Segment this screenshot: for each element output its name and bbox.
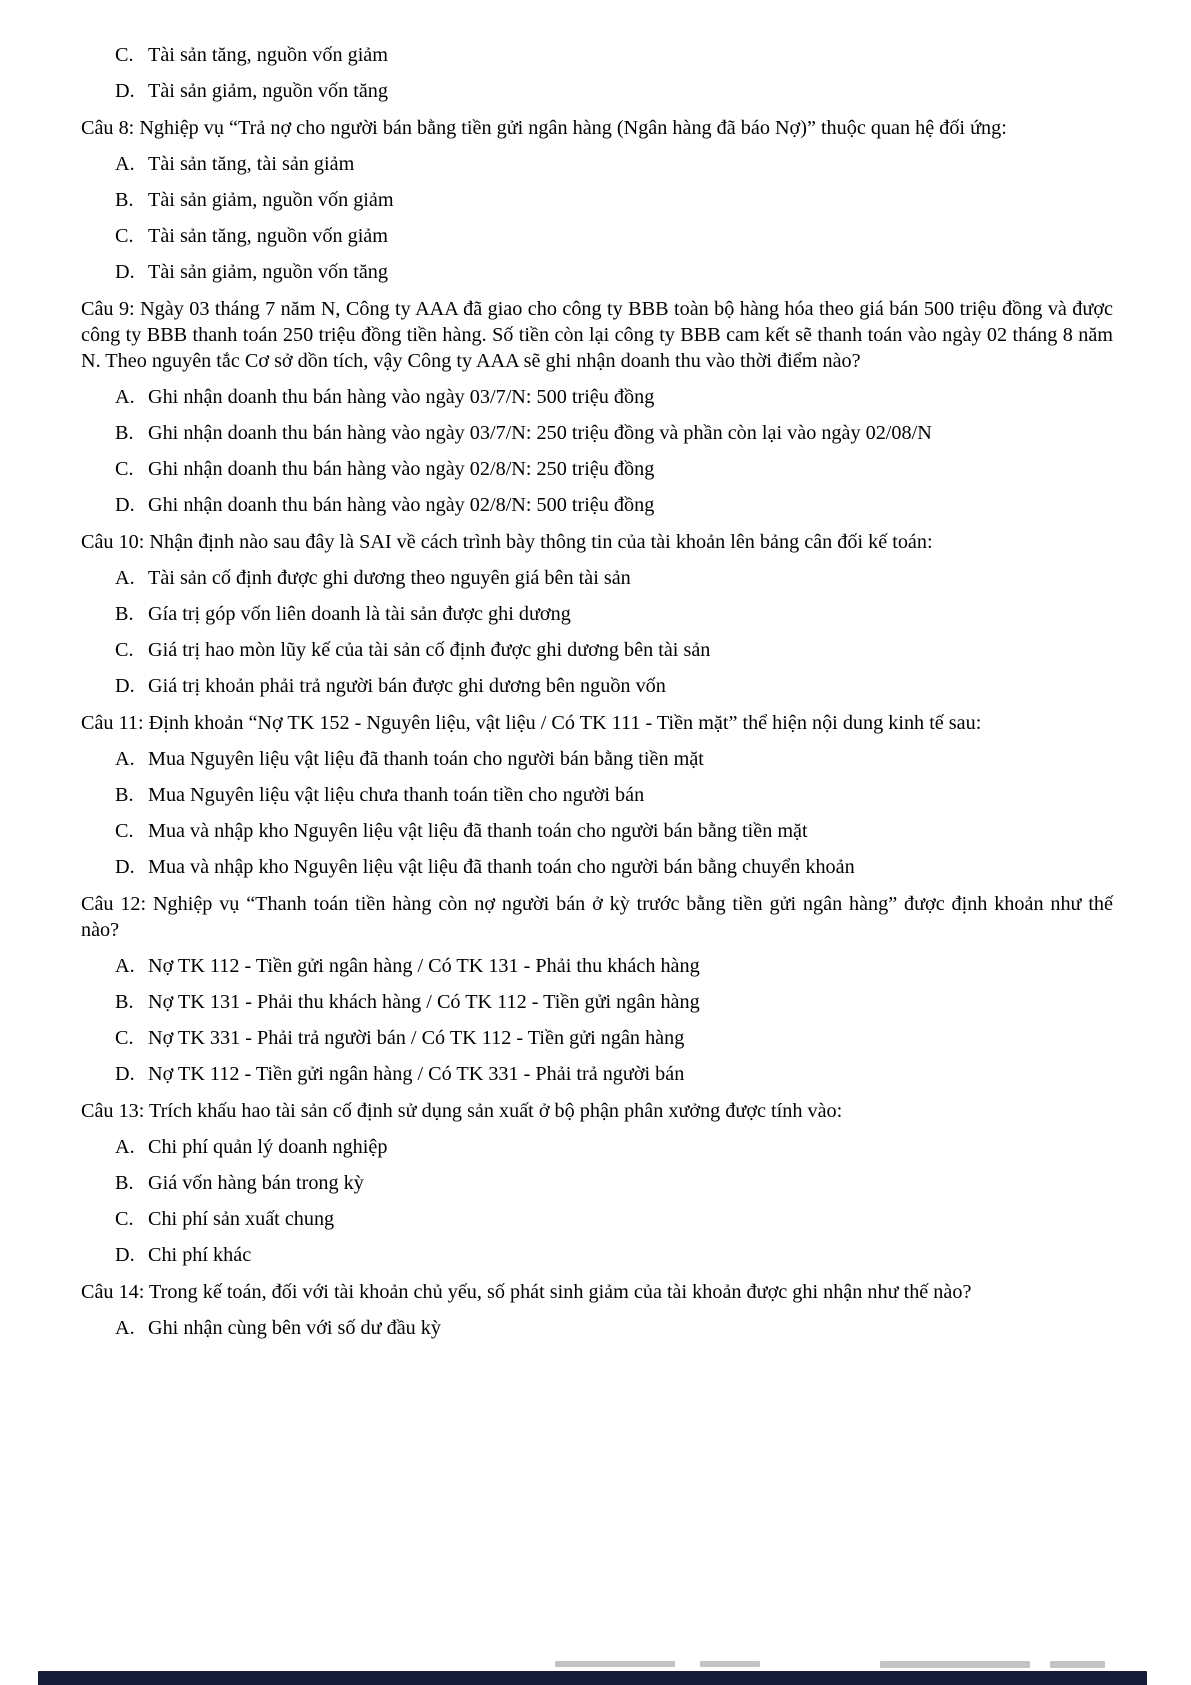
option-row — [81, 1315, 1113, 1341]
option-text: Giá vốn hàng bán trong kỳ — [148, 1172, 364, 1194]
option-text: Mua Nguyên liệu vật liệu chưa thanh toán tiền cho người bán — [148, 784, 645, 806]
question-text — [81, 891, 1113, 943]
question-label: Câu 12: — [81, 893, 153, 915]
option-row — [81, 420, 1113, 446]
option-letter: D. — [115, 856, 135, 878]
question-label: Câu 14: — [81, 1281, 150, 1303]
question-text — [81, 115, 1113, 141]
option-text: Mua và nhập kho Nguyên liệu vật liệu đã thanh toán cho người bán bằng chuyển khoản — [148, 856, 855, 878]
question-block — [81, 529, 1113, 699]
option-row — [81, 601, 1113, 627]
question-block — [81, 1279, 1113, 1341]
option-letter: C. — [115, 225, 134, 247]
question-options — [81, 1315, 1113, 1341]
option-text: Ghi nhận doanh thu bán hàng vào ngày 03/7/N: 250 triệu đồng và phần còn lại vào ngày 02/08/N — [148, 422, 932, 444]
option-row — [81, 78, 1113, 104]
option-text: Chi phí sản xuất chung — [148, 1208, 335, 1230]
option-letter: C. — [115, 44, 134, 66]
question-block — [81, 891, 1113, 1087]
footer-text-fragment — [1050, 1661, 1105, 1668]
question-label: Câu 10: — [81, 531, 150, 553]
question-label: Câu 13: — [81, 1100, 150, 1122]
option-text: Tài sản giảm, nguồn vốn tăng — [148, 80, 388, 102]
option-row — [81, 1206, 1113, 1232]
question-text — [81, 296, 1113, 374]
option-row — [81, 492, 1113, 518]
document-content — [81, 42, 1113, 1341]
question-block — [81, 115, 1113, 285]
option-letter: A. — [115, 386, 135, 408]
question-options — [81, 565, 1113, 699]
question-options — [81, 384, 1113, 518]
option-text: Chi phí khác — [148, 1244, 252, 1266]
option-letter: B. — [115, 1172, 134, 1194]
leading-options — [81, 42, 1113, 104]
option-row — [81, 637, 1113, 663]
footer-text-fragment — [700, 1661, 760, 1667]
question-block — [81, 296, 1113, 518]
option-text: Tài sản tăng, nguồn vốn giảm — [148, 44, 388, 66]
option-letter: C. — [115, 458, 134, 480]
option-row — [81, 259, 1113, 285]
question-label: Câu 11: — [81, 712, 149, 734]
option-row — [81, 1134, 1113, 1160]
question-body: Nghiệp vụ “Trả nợ cho người bán bằng tiền gửi ngân hàng (Ngân hàng đã báo Nợ)” thuộc quan hệ đối ứng: — [139, 117, 1007, 139]
option-letter: B. — [115, 189, 134, 211]
option-text: Tài sản giảm, nguồn vốn giảm — [148, 189, 394, 211]
option-letter: B. — [115, 422, 134, 444]
option-letter: C. — [115, 639, 134, 661]
option-letter: D. — [115, 494, 135, 516]
question-options — [81, 151, 1113, 285]
question-body: Trong kế toán, đối với tài khoản chủ yếu, số phát sinh giảm của tài khoản được ghi nhận như thế nào? — [149, 1281, 972, 1303]
option-letter: D. — [115, 675, 135, 697]
question-label: Câu 9: — [81, 298, 141, 320]
option-row — [81, 384, 1113, 410]
option-text: Ghi nhận doanh thu bán hàng vào ngày 02/8/N: 250 triệu đồng — [148, 458, 655, 480]
option-row — [81, 989, 1113, 1015]
option-text: Nợ TK 112 - Tiền gửi ngân hàng / Có TK 331 - Phải trả người bán — [148, 1063, 685, 1085]
option-text: Tài sản cố định được ghi dương theo nguyên giá bên tài sản — [148, 567, 631, 589]
option-row — [81, 1242, 1113, 1268]
option-letter: A. — [115, 1317, 135, 1339]
option-row — [81, 565, 1113, 591]
option-row — [81, 1061, 1113, 1087]
option-text: Nợ TK 131 - Phải thu khách hàng / Có TK 112 - Tiền gửi ngân hàng — [148, 991, 700, 1013]
option-row — [81, 782, 1113, 808]
question-text — [81, 1098, 1113, 1124]
question-block — [81, 1098, 1113, 1268]
option-text: Nợ TK 331 - Phải trả người bán / Có TK 112 - Tiền gửi ngân hàng — [148, 1027, 685, 1049]
option-row — [81, 854, 1113, 880]
option-letter: B. — [115, 784, 134, 806]
option-letter: B. — [115, 603, 134, 625]
questions-container — [81, 115, 1113, 1341]
question-body: Nghiệp vụ “Thanh toán tiền hàng còn nợ người bán ở kỳ trước bằng tiền gửi ngân hàng” được định khoản như thế nào? — [81, 893, 1113, 941]
option-letter: A. — [115, 1136, 135, 1158]
option-row — [81, 42, 1113, 68]
question-text — [81, 529, 1113, 555]
question-body: Trích khấu hao tài sản cố định sử dụng sản xuất ở bộ phận phân xưởng được tính vào: — [149, 1100, 843, 1122]
footer-bar — [38, 1671, 1147, 1685]
option-text: Mua Nguyên liệu vật liệu đã thanh toán cho người bán bằng tiền mặt — [148, 748, 704, 770]
option-row — [81, 818, 1113, 844]
option-text: Giá trị hao mòn lũy kế của tài sản cố định được ghi dương bên tài sản — [148, 639, 711, 661]
question-body: Định khoản “Nợ TK 152 - Nguyên liệu, vật liệu / Có TK 111 - Tiền mặt” thể hiện nội dung kinh tế sau: — [148, 712, 982, 734]
option-text: Gía trị góp vốn liên doanh là tài sản được ghi dương — [148, 603, 571, 625]
footer-text-fragment — [880, 1661, 1030, 1668]
option-letter: A. — [115, 955, 135, 977]
option-letter: D. — [115, 80, 135, 102]
footer-text-fragment — [555, 1661, 675, 1667]
option-text: Tài sản giảm, nguồn vốn tăng — [148, 261, 388, 283]
option-letter: C. — [115, 820, 134, 842]
question-body: Ngày 03 tháng 7 năm N, Công ty AAA đã giao cho công ty BBB toàn bộ hàng hóa theo giá bán 500 triệu đồng và được công ty BBB thanh toán 250 triệu đồng tiền hàng. Số tiền còn lại công ty BBB cam kết sẽ thanh toán vào ngày 02 tháng 8 năm N. Theo nguyên tắc Cơ sở dồn tích, vậy Công ty AAA sẽ ghi nhận doanh thu vào thời điểm nào? — [81, 298, 1113, 372]
option-letter: B. — [115, 991, 134, 1013]
option-row — [81, 746, 1113, 772]
question-block — [81, 710, 1113, 880]
option-letter: D. — [115, 1063, 135, 1085]
option-letter: C. — [115, 1208, 134, 1230]
question-options — [81, 746, 1113, 880]
option-text: Ghi nhận doanh thu bán hàng vào ngày 03/7/N: 500 triệu đồng — [148, 386, 655, 408]
question-options — [81, 1134, 1113, 1268]
question-body: Nhận định nào sau đây là SAI về cách trình bày thông tin của tài khoản lên bảng cân đối kế toán: — [149, 531, 933, 553]
option-letter: D. — [115, 1244, 135, 1266]
option-letter: A. — [115, 153, 135, 175]
option-row — [81, 151, 1113, 177]
option-row — [81, 953, 1113, 979]
question-options — [81, 953, 1113, 1087]
option-letter: C. — [115, 1027, 134, 1049]
question-label: Câu 8: — [81, 117, 140, 139]
option-text: Chi phí quản lý doanh nghiệp — [148, 1136, 388, 1158]
option-text: Mua và nhập kho Nguyên liệu vật liệu đã thanh toán cho người bán bằng tiền mặt — [148, 820, 808, 842]
question-text — [81, 1279, 1113, 1305]
option-text: Ghi nhận cùng bên với số dư đầu kỳ — [148, 1317, 441, 1339]
option-text: Tài sản tăng, nguồn vốn giảm — [148, 225, 388, 247]
option-text: Tài sản tăng, tài sản giảm — [148, 153, 355, 175]
option-row — [81, 223, 1113, 249]
option-letter: A. — [115, 567, 135, 589]
option-row — [81, 1170, 1113, 1196]
question-text — [81, 710, 1113, 736]
option-letter: A. — [115, 748, 135, 770]
option-row — [81, 1025, 1113, 1051]
option-letter: D. — [115, 261, 135, 283]
option-row — [81, 187, 1113, 213]
option-row — [81, 673, 1113, 699]
option-text: Giá trị khoản phải trả người bán được ghi dương bên nguồn vốn — [148, 675, 666, 697]
option-row — [81, 456, 1113, 482]
option-text: Nợ TK 112 - Tiền gửi ngân hàng / Có TK 131 - Phải thu khách hàng — [148, 955, 700, 977]
option-text: Ghi nhận doanh thu bán hàng vào ngày 02/8/N: 500 triệu đồng — [148, 494, 655, 516]
